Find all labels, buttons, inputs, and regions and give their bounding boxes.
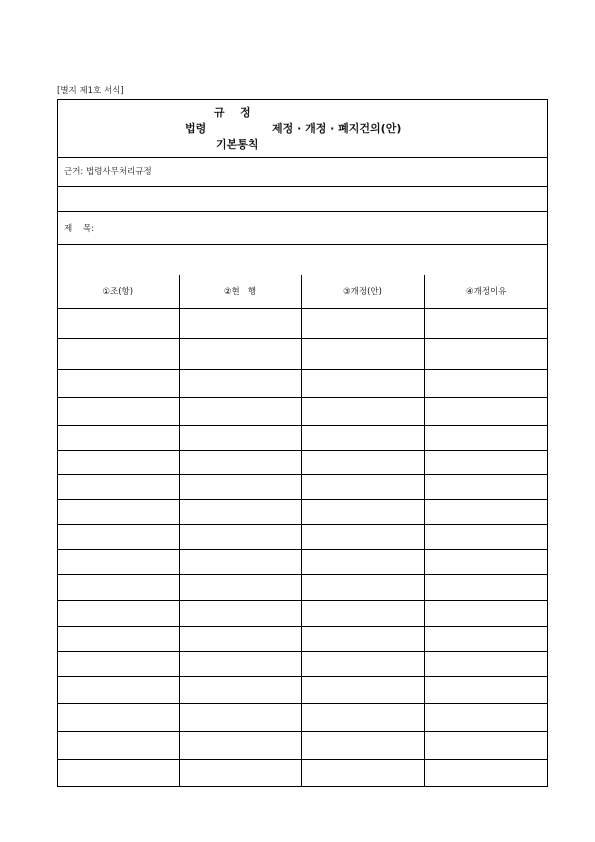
table-cell[interactable] [179, 369, 301, 397]
table-cell[interactable] [424, 474, 548, 499]
table-cell[interactable] [57, 397, 179, 425]
table-body [57, 308, 548, 787]
table-cell[interactable] [301, 574, 424, 600]
divider [57, 211, 548, 212]
table-cell[interactable] [424, 338, 548, 369]
form-label: [별지 제1호 서식] [57, 86, 124, 96]
table-cell[interactable] [179, 626, 301, 651]
subject-label: 제 목: [64, 224, 95, 234]
table-cell[interactable] [424, 369, 548, 397]
divider [57, 186, 548, 187]
divider [57, 157, 548, 158]
table-cell[interactable] [57, 369, 179, 397]
header-current: ②현 행 [179, 275, 301, 308]
table-cell[interactable] [179, 474, 301, 499]
table-cell[interactable] [179, 731, 301, 759]
table-cell[interactable] [301, 731, 424, 759]
table-row [57, 450, 548, 474]
table-cell[interactable] [301, 676, 424, 703]
table-row [57, 524, 548, 549]
table-cell[interactable] [424, 524, 548, 549]
table-cell[interactable] [179, 338, 301, 369]
table-cell[interactable] [57, 731, 179, 759]
table-cell[interactable] [179, 450, 301, 474]
table-cell[interactable] [301, 338, 424, 369]
table-cell[interactable] [424, 450, 548, 474]
table-cell[interactable] [424, 676, 548, 703]
title-option-basic-rule: 기본통칙 [216, 138, 259, 151]
table-cell[interactable] [301, 600, 424, 626]
table-cell[interactable] [179, 308, 301, 338]
table-cell[interactable] [301, 524, 424, 549]
table-cell[interactable] [57, 703, 179, 731]
table-cell[interactable] [301, 651, 424, 676]
table-cell[interactable] [57, 474, 179, 499]
table-cell[interactable] [424, 626, 548, 651]
table-cell[interactable] [424, 308, 548, 338]
table-cell[interactable] [57, 524, 179, 549]
table-cell[interactable] [57, 549, 179, 574]
title-option-law: 법령 [185, 122, 207, 135]
table-cell[interactable] [179, 676, 301, 703]
table-row [57, 338, 548, 369]
table-cell[interactable] [57, 676, 179, 703]
table-row [57, 549, 548, 574]
table-cell[interactable] [301, 308, 424, 338]
title-option-regulation: 규 정 [214, 106, 251, 119]
table-cell[interactable] [424, 600, 548, 626]
table-row [57, 600, 548, 626]
header-amendment: ③개정(안) [301, 275, 424, 308]
table-cell[interactable] [57, 574, 179, 600]
table-cell[interactable] [301, 549, 424, 574]
table-row [57, 759, 548, 787]
table-cell[interactable] [424, 574, 548, 600]
revision-table [57, 275, 548, 787]
table-cell[interactable] [179, 425, 301, 450]
table-cell[interactable] [424, 397, 548, 425]
header-article: ①조(항) [57, 275, 179, 308]
table-cell[interactable] [179, 651, 301, 676]
table-cell[interactable] [424, 651, 548, 676]
table-cell[interactable] [57, 600, 179, 626]
table-cell[interactable] [424, 499, 548, 524]
table-cell[interactable] [301, 474, 424, 499]
table-cell[interactable] [301, 499, 424, 524]
table-cell[interactable] [179, 549, 301, 574]
table-cell[interactable] [301, 626, 424, 651]
table-cell[interactable] [301, 450, 424, 474]
basis-text: 근거: 법령사무처리규정 [64, 167, 152, 177]
divider [57, 244, 548, 245]
table-cell[interactable] [179, 499, 301, 524]
table-row [57, 703, 548, 731]
table-cell[interactable] [301, 759, 424, 787]
table-row [57, 574, 548, 600]
table-row [57, 626, 548, 651]
table-cell[interactable] [424, 759, 548, 787]
table-cell[interactable] [424, 425, 548, 450]
table-cell[interactable] [301, 369, 424, 397]
table-row [57, 474, 548, 499]
header-reason: ④개정이유 [424, 275, 548, 308]
table-row [57, 731, 548, 759]
table-cell[interactable] [301, 703, 424, 731]
table-header-row [57, 275, 548, 308]
table-cell[interactable] [301, 397, 424, 425]
table-cell[interactable] [424, 703, 548, 731]
table-cell[interactable] [179, 703, 301, 731]
table-cell[interactable] [57, 450, 179, 474]
table-cell[interactable] [57, 425, 179, 450]
table-row [57, 397, 548, 425]
table-cell[interactable] [57, 759, 179, 787]
table-cell[interactable] [179, 759, 301, 787]
title-action: 제정 · 개정 · 폐지건의(안) [272, 122, 402, 135]
table-row [57, 499, 548, 524]
table-cell[interactable] [301, 425, 424, 450]
table-row [57, 369, 548, 397]
table-cell[interactable] [57, 651, 179, 676]
table-cell[interactable] [57, 308, 179, 338]
table-cell[interactable] [179, 600, 301, 626]
table-cell[interactable] [179, 524, 301, 549]
table-cell[interactable] [424, 731, 548, 759]
table-row [57, 308, 548, 338]
table-row [57, 425, 548, 450]
table-cell[interactable] [57, 338, 179, 369]
table-row [57, 676, 548, 703]
table-cell[interactable] [424, 549, 548, 574]
table-cell[interactable] [57, 626, 179, 651]
table-cell[interactable] [57, 499, 179, 524]
table-row [57, 651, 548, 676]
table-cell[interactable] [179, 574, 301, 600]
table-cell[interactable] [179, 397, 301, 425]
